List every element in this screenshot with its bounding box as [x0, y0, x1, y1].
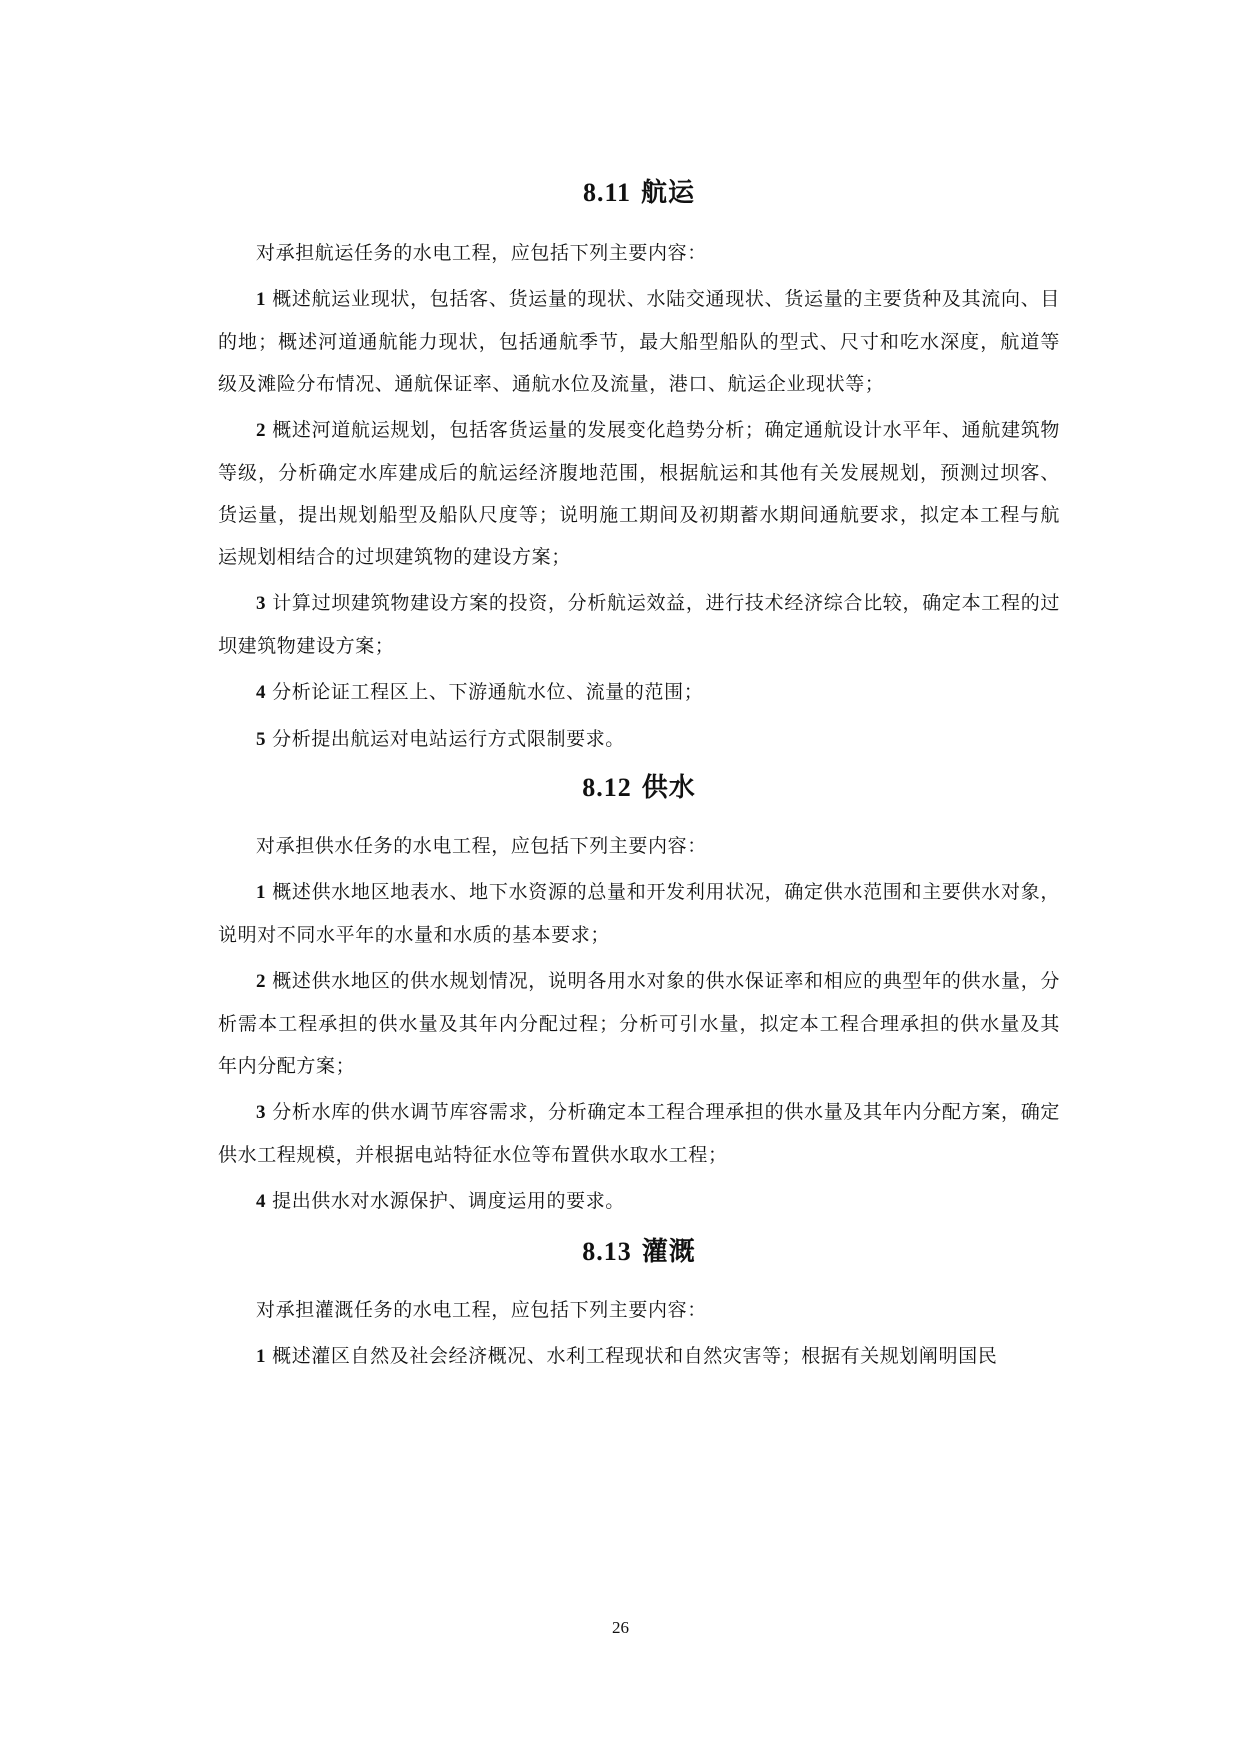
- list-item: [218, 671, 1060, 714]
- section-title-text: 灌溉: [641, 1237, 696, 1267]
- item-text: 概述供水地区地表水、地下水资源的总量和开发利用状况，确定供水范围和主要供水对象，说明对不同水平年的水量和水质的基本要求；: [218, 881, 1060, 946]
- item-text: 概述航运业现状，包括客、货运量的现状、水陆交通现状、货运量的主要货种及其流向、目的地；概述河道通航能力现状，包括通航季节，最大船型船队的型式、尺寸和吃水深度，航道等级及滩险分布情况、通航保证率、通航水位及流量，港口、航运企业现状等；: [218, 288, 1060, 395]
- item-text: 提出供水对水源保护、调度运用的要求。: [272, 1190, 625, 1212]
- section-8-12: [218, 771, 1060, 1223]
- section-title: [218, 176, 1060, 210]
- item-text: 概述灌区自然及社会经济概况、水利工程现状和自然灾害等；根据有关规划阐明国民: [272, 1345, 998, 1367]
- section-number: 8.12: [582, 773, 632, 802]
- item-number: 1: [256, 1346, 267, 1367]
- item-number: 3: [256, 593, 267, 614]
- list-item: [218, 871, 1060, 956]
- section-title-text: 供水: [641, 773, 696, 803]
- list-item: [218, 1180, 1060, 1223]
- item-number: 3: [256, 1102, 267, 1123]
- section-8-11: [218, 176, 1060, 761]
- item-number: 1: [256, 289, 267, 310]
- section-title: [218, 1235, 1060, 1269]
- list-item: [218, 1091, 1060, 1176]
- item-text: 分析论证工程区上、下游通航水位、流量的范围；: [272, 681, 704, 703]
- section-intro: 对承担航运任务的水电工程，应包括下列主要内容：: [256, 242, 707, 264]
- item-text: 概述供水地区的供水规划情况，说明各用水对象的供水保证率和相应的典型年的供水量，分析需本工程承担的供水量及其年内分配过程；分析可引水量，拟定本工程合理承担的供水量及其年内分配方案；: [218, 970, 1060, 1077]
- section-number: 8.13: [582, 1237, 632, 1266]
- page-number: 26: [612, 1618, 629, 1637]
- list-item: [218, 718, 1060, 761]
- item-number: 2: [256, 971, 267, 992]
- list-item: [218, 582, 1060, 667]
- section-intro: 对承担供水任务的水电工程，应包括下列主要内容：: [256, 835, 707, 857]
- item-text: 计算过坝建筑物建设方案的投资，分析航运效益，进行技术经济综合比较，确定本工程的过坝建筑物建设方案；: [218, 592, 1060, 657]
- page-content: [218, 176, 1060, 1378]
- section-title: [218, 771, 1060, 805]
- section-number: 8.11: [582, 178, 632, 207]
- item-text: 概述河道航运规划，包括客货运量的发展变化趋势分析；确定通航设计水平年、通航建筑物等级，分析确定水库建成后的航运经济腹地范围，根据航运和其他有关发展规划，预测过坝客、货运量，提出规划船型及船队尺度等；说明施工期间及初期蓄水期间通航要求，拟定本工程与航运规划相结合的过坝建筑物的建设方案；: [218, 419, 1060, 568]
- item-number: 5: [256, 729, 267, 750]
- list-item: [218, 1335, 1060, 1378]
- item-text: 分析水库的供水调节库容需求，分析确定本工程合理承担的供水量及其年内分配方案，确定供水工程规模，并根据电站特征水位等布置供水取水工程；: [218, 1101, 1060, 1166]
- section-intro: 对承担灌溉任务的水电工程，应包括下列主要内容：: [256, 1299, 707, 1321]
- list-item: [218, 278, 1060, 405]
- item-text: 分析提出航运对电站运行方式限制要求。: [272, 728, 625, 750]
- item-number: 1: [256, 882, 267, 903]
- item-number: 2: [256, 420, 267, 441]
- list-item: [218, 960, 1060, 1087]
- list-item: [218, 409, 1060, 578]
- section-8-13: [218, 1235, 1060, 1378]
- item-number: 4: [256, 1191, 267, 1212]
- section-title-text: 航运: [641, 178, 696, 208]
- item-number: 4: [256, 682, 267, 703]
